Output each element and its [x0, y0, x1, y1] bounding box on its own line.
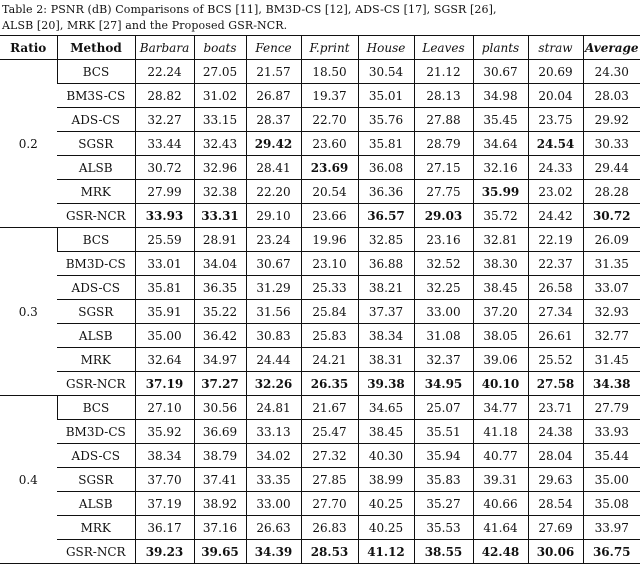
header-method: Method	[57, 36, 135, 60]
psnr-value-cell: 37.37	[358, 300, 414, 324]
psnr-value-cell: 36.57	[358, 204, 414, 228]
method-cell: BM3S-CS	[57, 84, 135, 108]
psnr-value-cell: 34.98	[473, 84, 528, 108]
psnr-value-cell: 33.00	[414, 300, 473, 324]
psnr-value-cell: 27.58	[528, 372, 583, 396]
psnr-value-cell: 32.85	[358, 228, 414, 252]
psnr-value-cell: 37.20	[473, 300, 528, 324]
psnr-value-cell: 26.09	[583, 228, 640, 252]
psnr-value-cell: 29.44	[583, 156, 640, 180]
psnr-value-cell: 27.69	[528, 516, 583, 540]
method-cell: BCS	[57, 396, 135, 420]
psnr-value-cell: 26.35	[301, 372, 358, 396]
psnr-value-cell: 36.36	[358, 180, 414, 204]
psnr-value-cell: 37.19	[135, 372, 194, 396]
psnr-value-cell: 35.99	[473, 180, 528, 204]
psnr-value-cell: 25.33	[301, 276, 358, 300]
header-ratio: Ratio	[0, 36, 57, 60]
psnr-value-cell: 35.01	[358, 84, 414, 108]
psnr-value-cell: 32.93	[583, 300, 640, 324]
psnr-value-cell: 30.83	[246, 324, 301, 348]
psnr-value-cell: 31.08	[414, 324, 473, 348]
table-row	[0, 156, 640, 180]
psnr-value-cell: 28.37	[246, 108, 301, 132]
psnr-value-cell: 27.85	[301, 468, 358, 492]
ratio-cell: 0.4	[0, 396, 57, 564]
psnr-value-cell: 35.94	[414, 444, 473, 468]
psnr-value-cell: 33.15	[194, 108, 246, 132]
psnr-value-cell: 36.69	[194, 420, 246, 444]
psnr-value-cell: 32.77	[583, 324, 640, 348]
method-cell: GSR-NCR	[57, 540, 135, 564]
header-barbara: Barbara	[135, 36, 194, 60]
psnr-value-cell: 28.28	[583, 180, 640, 204]
psnr-value-cell: 41.18	[473, 420, 528, 444]
psnr-value-cell: 32.38	[194, 180, 246, 204]
psnr-value-cell: 35.08	[583, 492, 640, 516]
table-row	[0, 180, 640, 204]
psnr-value-cell: 38.31	[358, 348, 414, 372]
psnr-value-cell: 38.34	[358, 324, 414, 348]
method-cell: GSR-NCR	[57, 204, 135, 228]
header-fence: Fence	[246, 36, 301, 60]
psnr-value-cell: 37.70	[135, 468, 194, 492]
psnr-value-cell: 26.61	[528, 324, 583, 348]
psnr-value-cell: 41.12	[358, 540, 414, 564]
psnr-value-cell: 35.53	[414, 516, 473, 540]
psnr-value-cell: 32.37	[414, 348, 473, 372]
psnr-value-cell: 35.92	[135, 420, 194, 444]
psnr-value-cell: 30.67	[246, 252, 301, 276]
psnr-value-cell: 38.45	[358, 420, 414, 444]
psnr-value-cell: 35.27	[414, 492, 473, 516]
psnr-value-cell: 34.77	[473, 396, 528, 420]
psnr-value-cell: 23.75	[528, 108, 583, 132]
method-cell: MRK	[57, 180, 135, 204]
psnr-value-cell: 33.31	[194, 204, 246, 228]
psnr-value-cell: 30.56	[194, 396, 246, 420]
psnr-value-cell: 38.30	[473, 252, 528, 276]
table-caption	[0, 0, 640, 34]
psnr-value-cell: 24.38	[528, 420, 583, 444]
table-row	[0, 84, 640, 108]
psnr-value-cell: 25.83	[301, 324, 358, 348]
psnr-value-cell: 29.63	[528, 468, 583, 492]
psnr-value-cell: 29.10	[246, 204, 301, 228]
psnr-value-cell: 32.43	[194, 132, 246, 156]
psnr-value-cell: 40.77	[473, 444, 528, 468]
psnr-value-cell: 24.30	[583, 60, 640, 84]
psnr-value-cell: 24.42	[528, 204, 583, 228]
psnr-value-cell: 27.99	[135, 180, 194, 204]
psnr-value-cell: 27.34	[528, 300, 583, 324]
psnr-value-cell: 32.26	[246, 372, 301, 396]
caption-line-2: ALSB [20], MRK [27] and the Proposed GSR-NCR.	[2, 19, 288, 32]
table-row	[0, 540, 640, 564]
psnr-value-cell: 40.66	[473, 492, 528, 516]
ratio-cell: 0.3	[0, 228, 57, 396]
psnr-value-cell: 29.42	[246, 132, 301, 156]
table-row	[0, 60, 640, 84]
psnr-value-cell: 19.37	[301, 84, 358, 108]
psnr-value-cell: 28.79	[414, 132, 473, 156]
header-leaves: Leaves	[414, 36, 473, 60]
psnr-value-cell: 32.25	[414, 276, 473, 300]
psnr-value-cell: 27.88	[414, 108, 473, 132]
method-cell: MRK	[57, 516, 135, 540]
psnr-value-cell: 38.55	[414, 540, 473, 564]
psnr-value-cell: 33.97	[583, 516, 640, 540]
psnr-value-cell: 34.64	[473, 132, 528, 156]
psnr-value-cell: 25.07	[414, 396, 473, 420]
psnr-value-cell: 36.42	[194, 324, 246, 348]
psnr-value-cell: 31.56	[246, 300, 301, 324]
psnr-value-cell: 28.13	[414, 84, 473, 108]
psnr-value-cell: 28.04	[528, 444, 583, 468]
psnr-value-cell: 22.19	[528, 228, 583, 252]
method-cell: BCS	[57, 228, 135, 252]
psnr-value-cell: 27.70	[301, 492, 358, 516]
psnr-value-cell: 39.23	[135, 540, 194, 564]
table-row	[0, 372, 640, 396]
psnr-value-cell: 24.21	[301, 348, 358, 372]
method-cell: MRK	[57, 348, 135, 372]
psnr-value-cell: 32.16	[473, 156, 528, 180]
psnr-value-cell: 38.05	[473, 324, 528, 348]
method-cell: SGSR	[57, 300, 135, 324]
psnr-value-cell: 41.64	[473, 516, 528, 540]
method-cell: SGSR	[57, 468, 135, 492]
psnr-value-cell: 34.95	[414, 372, 473, 396]
table-row	[0, 396, 640, 420]
table-header-row	[0, 36, 640, 60]
method-cell: ADS-CS	[57, 276, 135, 300]
psnr-value-cell: 21.57	[246, 60, 301, 84]
psnr-value-cell: 28.54	[528, 492, 583, 516]
psnr-value-cell: 23.10	[301, 252, 358, 276]
method-cell: GSR-NCR	[57, 372, 135, 396]
psnr-value-cell: 35.45	[473, 108, 528, 132]
psnr-value-cell: 27.05	[194, 60, 246, 84]
table-row	[0, 108, 640, 132]
psnr-value-cell: 30.33	[583, 132, 640, 156]
method-cell: BCS	[57, 60, 135, 84]
psnr-value-cell: 33.01	[135, 252, 194, 276]
psnr-value-cell: 32.81	[473, 228, 528, 252]
psnr-value-cell: 30.72	[135, 156, 194, 180]
psnr-value-cell: 32.64	[135, 348, 194, 372]
psnr-value-cell: 30.72	[583, 204, 640, 228]
psnr-value-cell: 35.72	[473, 204, 528, 228]
psnr-value-cell: 38.79	[194, 444, 246, 468]
psnr-value-cell: 33.13	[246, 420, 301, 444]
psnr-value-cell: 23.66	[301, 204, 358, 228]
psnr-value-cell: 35.22	[194, 300, 246, 324]
psnr-value-cell: 34.38	[583, 372, 640, 396]
psnr-value-cell: 35.51	[414, 420, 473, 444]
psnr-value-cell: 40.25	[358, 516, 414, 540]
caption-line-1: Table 2: PSNR (dB) Comparisons of BCS [11], BM3D-CS [12], ADS-CS [17], SGSR [26],	[2, 3, 497, 16]
method-cell: SGSR	[57, 132, 135, 156]
psnr-value-cell: 23.02	[528, 180, 583, 204]
psnr-value-cell: 29.92	[583, 108, 640, 132]
psnr-value-cell: 26.83	[301, 516, 358, 540]
table-body	[0, 60, 640, 564]
psnr-value-cell: 27.79	[583, 396, 640, 420]
table-row	[0, 468, 640, 492]
method-cell: BM3D-CS	[57, 252, 135, 276]
psnr-value-cell: 33.00	[246, 492, 301, 516]
psnr-value-cell: 22.70	[301, 108, 358, 132]
psnr-value-cell: 39.65	[194, 540, 246, 564]
header-boats: boats	[194, 36, 246, 60]
table-row	[0, 348, 640, 372]
psnr-value-cell: 34.39	[246, 540, 301, 564]
table-row	[0, 300, 640, 324]
psnr-value-cell: 32.27	[135, 108, 194, 132]
psnr-value-cell: 42.48	[473, 540, 528, 564]
psnr-value-cell: 28.82	[135, 84, 194, 108]
psnr-value-cell: 31.02	[194, 84, 246, 108]
psnr-value-cell: 35.76	[358, 108, 414, 132]
psnr-value-cell: 38.21	[358, 276, 414, 300]
psnr-value-cell: 35.00	[583, 468, 640, 492]
psnr-value-cell: 39.06	[473, 348, 528, 372]
psnr-value-cell: 32.96	[194, 156, 246, 180]
psnr-value-cell: 24.44	[246, 348, 301, 372]
psnr-value-cell: 36.75	[583, 540, 640, 564]
psnr-value-cell: 34.04	[194, 252, 246, 276]
psnr-value-cell: 21.12	[414, 60, 473, 84]
psnr-value-cell: 20.04	[528, 84, 583, 108]
psnr-value-cell: 29.03	[414, 204, 473, 228]
psnr-value-cell: 33.35	[246, 468, 301, 492]
psnr-value-cell: 27.15	[414, 156, 473, 180]
psnr-value-cell: 40.10	[473, 372, 528, 396]
psnr-value-cell: 27.75	[414, 180, 473, 204]
psnr-value-cell: 27.32	[301, 444, 358, 468]
psnr-value-cell: 23.60	[301, 132, 358, 156]
table-row	[0, 420, 640, 444]
psnr-value-cell: 39.31	[473, 468, 528, 492]
psnr-value-cell: 38.92	[194, 492, 246, 516]
psnr-value-cell: 27.10	[135, 396, 194, 420]
psnr-value-cell: 35.81	[135, 276, 194, 300]
psnr-value-cell: 36.35	[194, 276, 246, 300]
psnr-value-cell: 40.25	[358, 492, 414, 516]
psnr-value-cell: 21.67	[301, 396, 358, 420]
psnr-value-cell: 25.47	[301, 420, 358, 444]
psnr-value-cell: 38.99	[358, 468, 414, 492]
psnr-value-cell: 25.84	[301, 300, 358, 324]
psnr-value-cell: 19.96	[301, 228, 358, 252]
method-cell: ALSB	[57, 492, 135, 516]
table-row	[0, 516, 640, 540]
method-cell: ALSB	[57, 324, 135, 348]
psnr-value-cell: 28.41	[246, 156, 301, 180]
psnr-value-cell: 25.59	[135, 228, 194, 252]
psnr-value-cell: 26.58	[528, 276, 583, 300]
psnr-value-cell: 31.45	[583, 348, 640, 372]
header-fprint: F.print	[301, 36, 358, 60]
psnr-comparison-table	[0, 35, 640, 564]
table-row	[0, 132, 640, 156]
psnr-value-cell: 35.83	[414, 468, 473, 492]
psnr-value-cell: 20.69	[528, 60, 583, 84]
table-row	[0, 204, 640, 228]
psnr-value-cell: 38.34	[135, 444, 194, 468]
table-row	[0, 324, 640, 348]
header-average: Average	[583, 36, 640, 60]
psnr-value-cell: 34.02	[246, 444, 301, 468]
psnr-value-cell: 23.71	[528, 396, 583, 420]
psnr-value-cell: 37.41	[194, 468, 246, 492]
psnr-value-cell: 30.67	[473, 60, 528, 84]
psnr-value-cell: 34.65	[358, 396, 414, 420]
psnr-value-cell: 37.16	[194, 516, 246, 540]
psnr-value-cell: 33.07	[583, 276, 640, 300]
header-house: House	[358, 36, 414, 60]
psnr-value-cell: 35.91	[135, 300, 194, 324]
psnr-value-cell: 25.52	[528, 348, 583, 372]
psnr-value-cell: 28.03	[583, 84, 640, 108]
psnr-value-cell: 20.54	[301, 180, 358, 204]
psnr-value-cell: 35.00	[135, 324, 194, 348]
psnr-value-cell: 26.63	[246, 516, 301, 540]
psnr-value-cell: 22.24	[135, 60, 194, 84]
table-row	[0, 252, 640, 276]
psnr-value-cell: 36.88	[358, 252, 414, 276]
psnr-value-cell: 37.27	[194, 372, 246, 396]
method-cell: BM3D-CS	[57, 420, 135, 444]
method-cell: ALSB	[57, 156, 135, 180]
psnr-value-cell: 36.08	[358, 156, 414, 180]
header-straw: straw	[528, 36, 583, 60]
psnr-value-cell: 33.93	[583, 420, 640, 444]
table-row	[0, 276, 640, 300]
header-plants: plants	[473, 36, 528, 60]
table-row	[0, 492, 640, 516]
psnr-value-cell: 36.17	[135, 516, 194, 540]
psnr-value-cell: 39.38	[358, 372, 414, 396]
psnr-value-cell: 34.97	[194, 348, 246, 372]
psnr-value-cell: 35.81	[358, 132, 414, 156]
psnr-value-cell: 22.37	[528, 252, 583, 276]
psnr-value-cell: 28.91	[194, 228, 246, 252]
psnr-value-cell: 24.81	[246, 396, 301, 420]
psnr-value-cell: 23.24	[246, 228, 301, 252]
table-row	[0, 228, 640, 252]
psnr-value-cell: 30.54	[358, 60, 414, 84]
psnr-value-cell: 38.45	[473, 276, 528, 300]
psnr-value-cell: 24.54	[528, 132, 583, 156]
table-row	[0, 444, 640, 468]
psnr-value-cell: 35.44	[583, 444, 640, 468]
psnr-value-cell: 31.35	[583, 252, 640, 276]
psnr-value-cell: 31.29	[246, 276, 301, 300]
psnr-value-cell: 32.52	[414, 252, 473, 276]
psnr-value-cell: 30.06	[528, 540, 583, 564]
psnr-value-cell: 23.16	[414, 228, 473, 252]
psnr-value-cell: 23.69	[301, 156, 358, 180]
psnr-value-cell: 37.19	[135, 492, 194, 516]
psnr-value-cell: 22.20	[246, 180, 301, 204]
ratio-cell: 0.2	[0, 60, 57, 228]
psnr-value-cell: 33.44	[135, 132, 194, 156]
psnr-value-cell: 28.53	[301, 540, 358, 564]
method-cell: ADS-CS	[57, 108, 135, 132]
psnr-value-cell: 26.87	[246, 84, 301, 108]
psnr-value-cell: 40.30	[358, 444, 414, 468]
psnr-value-cell: 18.50	[301, 60, 358, 84]
psnr-value-cell: 24.33	[528, 156, 583, 180]
psnr-value-cell: 33.93	[135, 204, 194, 228]
method-cell: ADS-CS	[57, 444, 135, 468]
